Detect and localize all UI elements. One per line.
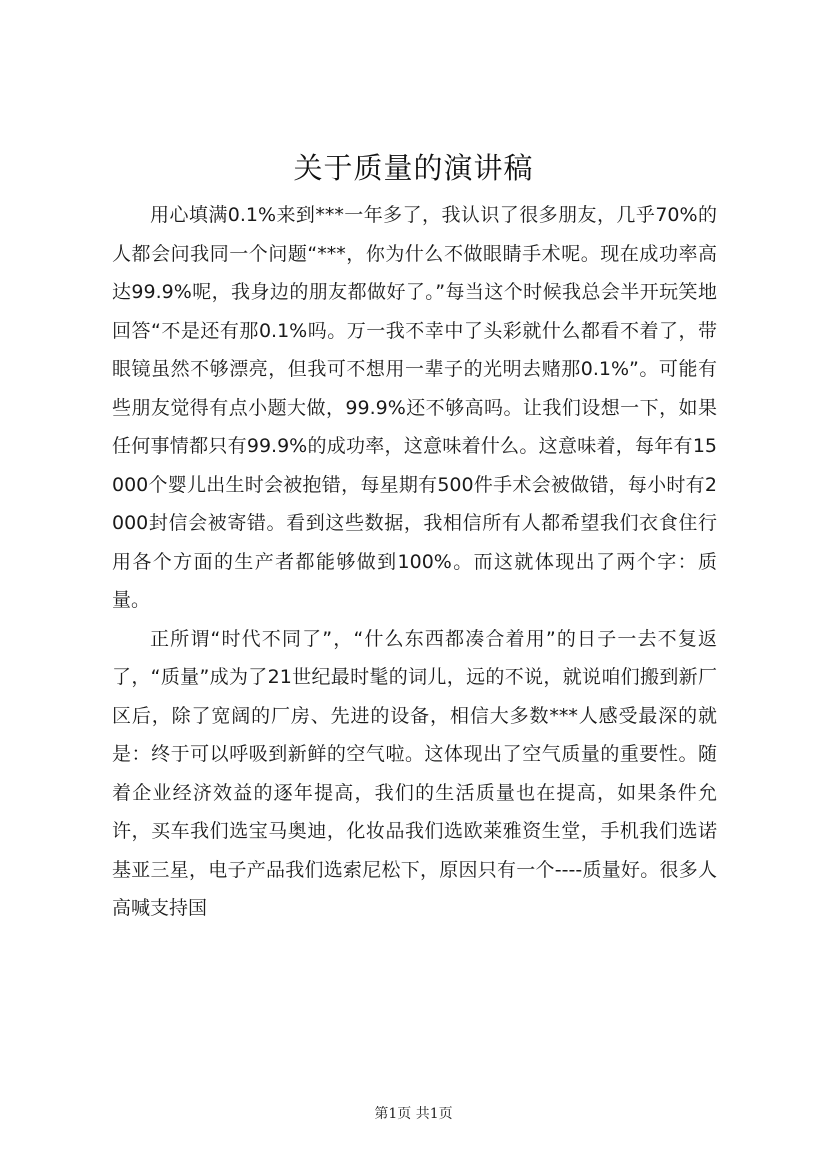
page-footer: 第1页 共1页 (374, 1106, 453, 1122)
paragraph-1: 用心填满0.1%来到***一年多了，我认识了很多朋友，几乎70%的人都会问我同一个问题“***，你为什么不做眼睛手术呢。现在成功率高达99.9%呢，我身边的朋友都做好了。”每当这个时候我总会半开玩笑地回答“不是还有那0.1%吗。万一我不幸中了头彩就什么都看不着了，带眼镜虽然不够漂亮，但我可不想用一辈子的光明去赌那0.1%”。可能有些朋友觉得有点小题大做，99.9%还不够高吗。让我们设想一下，如果任何事情都只有99.9%的成功率，这意味着什么。这意味着，每年有15000个婴儿出生时会被抱错，每星期有500件手术会被做错，每小时有2000封信会被寄错。看到这些数据，我相信所有人都希望我们衣食住行用各个方面的生产者都能够做到100%。而这就体现出了两个字：质量。 (112, 204, 717, 611)
document-title: 关于质量的演讲稿 (293, 151, 534, 185)
paragraph-2: 正所谓“时代不同了”，“什么东西都凑合着用”的日子一去不复返了，“质量”成为了21世纪最时髦的词儿，远的不说，就说咱们搬到新厂区后，除了宽阔的厂房、先进的设备，相信大多数***人感受最深的就是：终于可以呼吸到新鲜的空气啦。这体现出了空气质量的重要性。随着企业经济效益的逐年提高，我们的生活质量也在提高，如果条件允许，买车我们选宝马奥迪，化妆品我们选欧莱雅资生堂，手机我们选诺基亚三星，电子产品我们选索尼松下，原因只有一个----质量好。很多人高喊支持国 (112, 627, 717, 919)
document-body (112, 196, 717, 928)
